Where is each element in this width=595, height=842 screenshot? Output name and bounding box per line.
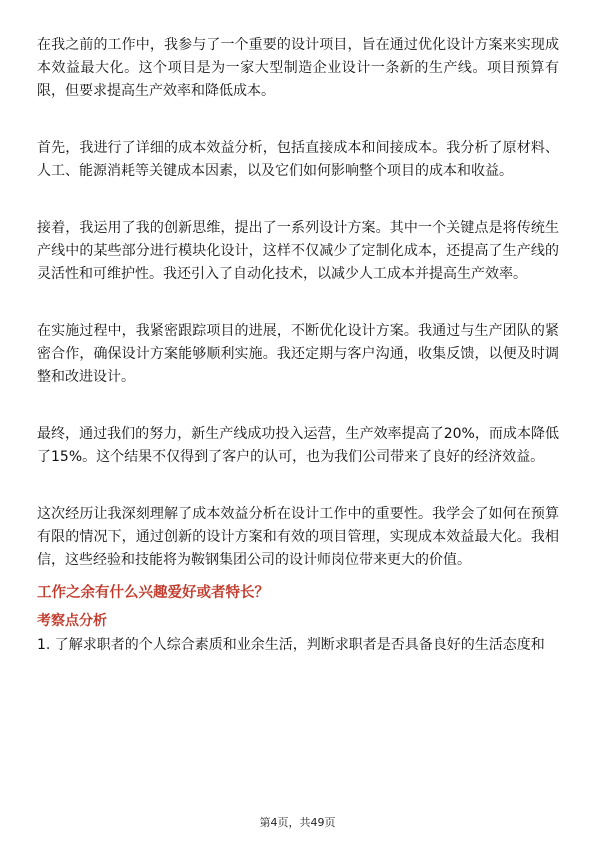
paragraph-cost-analysis: 首先，我进行了详细的成本效益分析，包括直接成本和间接成本。我分析了原材料、人工、能源消耗等关键成本因素，以及它们如何影响整个项目的成本和收益。 xyxy=(37,140,559,179)
paragraph-conclusion: 这次经历让我深刻理解了成本效益分析在设计工作中的重要性。我学会了如何在预算有限的情况下，通过创新的设计方案和有效的项目管理，实现成本效益最大化。我相信，这些经验和技能将为鞍钢集团公司的设计师岗位带来更大的价值。 xyxy=(37,506,559,568)
page-number-footer: 第4页，共49页 xyxy=(259,816,336,829)
analysis-list-item: 1. 了解求职者的个人综合素质和业余生活，判断求职者是否具备良好的生活态度和 xyxy=(37,637,545,653)
question-heading: 工作之余有什么兴趣爱好或者特长？ xyxy=(37,585,269,601)
paragraph-design-proposals: 接着，我运用了我的创新思维，提出了一系列设计方案。其中一个关键点是将传统生产线中的某些部分进行模块化设计，这样不仅减少了定制化成本，还提高了生产线的灵活性和可维护性。我还引入了自动化技术，以减少人工成本并提高生产效率。 xyxy=(37,220,559,282)
document-body xyxy=(37,34,559,656)
analysis-heading: 考察点分析 xyxy=(37,613,107,629)
paragraph-implementation: 在实施过程中，我紧密跟踪项目的进展，不断优化设计方案。我通过与生产团队的紧密合作，确保设计方案能够顺利实施。我还定期与客户沟通，收集反馈，以便及时调整和改进设计。 xyxy=(37,323,559,385)
paragraph-results: 最终，通过我们的努力，新生产线成功投入运营，生产效率提高了20%，而成本降低了15%。这个结果不仅得到了客户的认可，也为我们公司带来了良好的经济效益。 xyxy=(37,426,559,465)
paragraph-project-intro: 在我之前的工作中，我参与了一个重要的设计项目，旨在通过优化设计方案来实现成本效益最大化。这个项目是为一家大型制造企业设计一条新的生产线。项目预算有限，但要求提高生产效率和降低成本。 xyxy=(37,37,559,99)
